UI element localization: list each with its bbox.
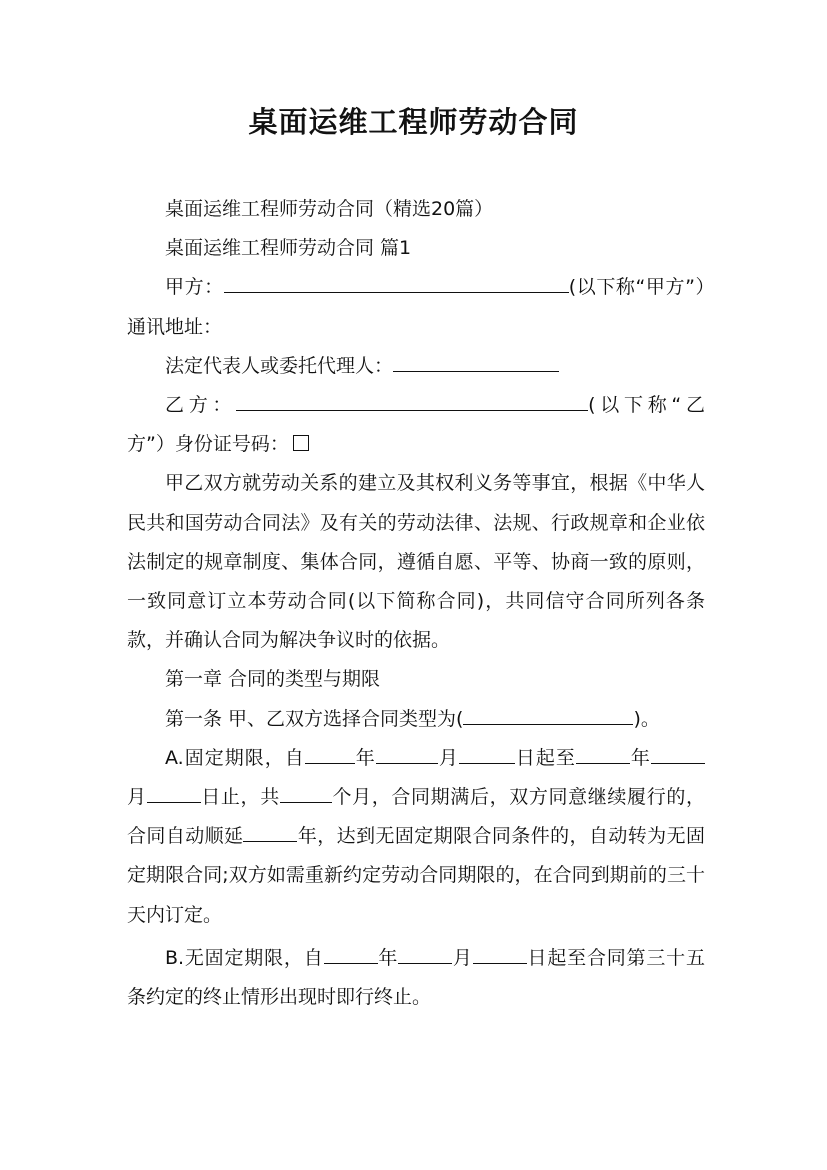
contract-type-blank[interactable] xyxy=(463,706,633,725)
document-body xyxy=(127,190,705,1017)
representative-line xyxy=(127,347,705,386)
b-start-month-blank[interactable] xyxy=(398,945,452,964)
article-one xyxy=(127,700,705,739)
option-a-text: 年 xyxy=(629,746,651,769)
option-b-text: 日起至合同第三十五条约定的终止情形出现时即行终止。 xyxy=(127,946,705,1009)
option-a-paragraph xyxy=(127,739,705,935)
article-one-prefix: 第一条 甲、乙双方选择合同类型为( xyxy=(165,707,464,730)
party-b-label: 乙方： xyxy=(165,394,237,417)
option-a-text: A.固定期限，自 xyxy=(165,746,305,769)
party-a-line xyxy=(127,268,705,346)
option-b-text: 年 xyxy=(377,946,399,969)
party-a-suffix: (以下称“甲 xyxy=(568,276,666,299)
end-year-blank[interactable] xyxy=(576,745,630,764)
preamble-paragraph: 甲乙双方就劳动关系的建立及其权利义务等事宜，根据《中华人民共和国劳动合同法》及有关的劳动法律、法规、行政规章和企业依法制定的规章制度、集体合同，遵循自愿、平等、协商一致的原则，一致同意订立本劳动合同(以下简称合同)，共同信守合同所列各条款，并确认合同为解决争议时的依据。 xyxy=(127,472,705,652)
section-heading: 桌面运维工程师劳动合同 篇1 xyxy=(165,237,412,260)
end-day-blank[interactable] xyxy=(147,784,201,803)
start-month-blank[interactable] xyxy=(376,745,438,764)
option-b-text: 月 xyxy=(452,946,473,969)
option-b-paragraph xyxy=(127,939,705,1017)
party-a-label: 甲方： xyxy=(165,276,224,299)
option-a-text: 日止，共 xyxy=(200,786,280,809)
start-year-blank[interactable] xyxy=(305,745,355,764)
party-a-continuation: 方”）通讯地址： xyxy=(127,276,705,338)
party-b-suffix: (以下称“乙 xyxy=(588,394,705,417)
option-b-text: B.无固定期限，自 xyxy=(165,946,324,969)
party-a-blank[interactable] xyxy=(224,274,569,293)
document-title: 桌面运维工程师劳动合同 xyxy=(248,105,579,139)
chapter-one-heading: 第一章 合同的类型与期限 xyxy=(165,668,381,691)
option-a-text: 年 xyxy=(354,746,376,769)
representative-blank[interactable] xyxy=(393,353,559,372)
party-b-line xyxy=(127,386,705,464)
months-blank[interactable] xyxy=(280,784,332,803)
b-start-year-blank[interactable] xyxy=(324,945,378,964)
option-a-text: 日起至 xyxy=(514,746,576,769)
renewal-years-blank[interactable] xyxy=(243,823,297,842)
option-a-text: 月 xyxy=(437,746,459,769)
option-a-text: 年，达到无固定期限合同条件的，自动转为无固定期限合同;双方如需重新约定劳动合同期限的，在合同到期前的三十天内订定。 xyxy=(127,825,705,926)
start-day-blank[interactable] xyxy=(459,745,515,764)
document-subtitle: 桌面运维工程师劳动合同（精选20篇） xyxy=(165,198,494,220)
option-a-text: 月 xyxy=(127,786,147,809)
party-b-blank[interactable] xyxy=(236,392,588,411)
party-b-continuation: 方”）身份证号码： xyxy=(127,433,289,456)
article-one-suffix: )。 xyxy=(633,707,660,730)
option-a-text: 个月，合同期满后，双方同意继续履行的，合同自动顺延 xyxy=(127,786,705,848)
b-start-day-blank[interactable] xyxy=(473,945,527,964)
representative-label: 法定代表人或委托代理人： xyxy=(165,354,394,377)
id-number-checkbox[interactable] xyxy=(293,435,309,451)
end-month-blank[interactable] xyxy=(651,745,705,764)
